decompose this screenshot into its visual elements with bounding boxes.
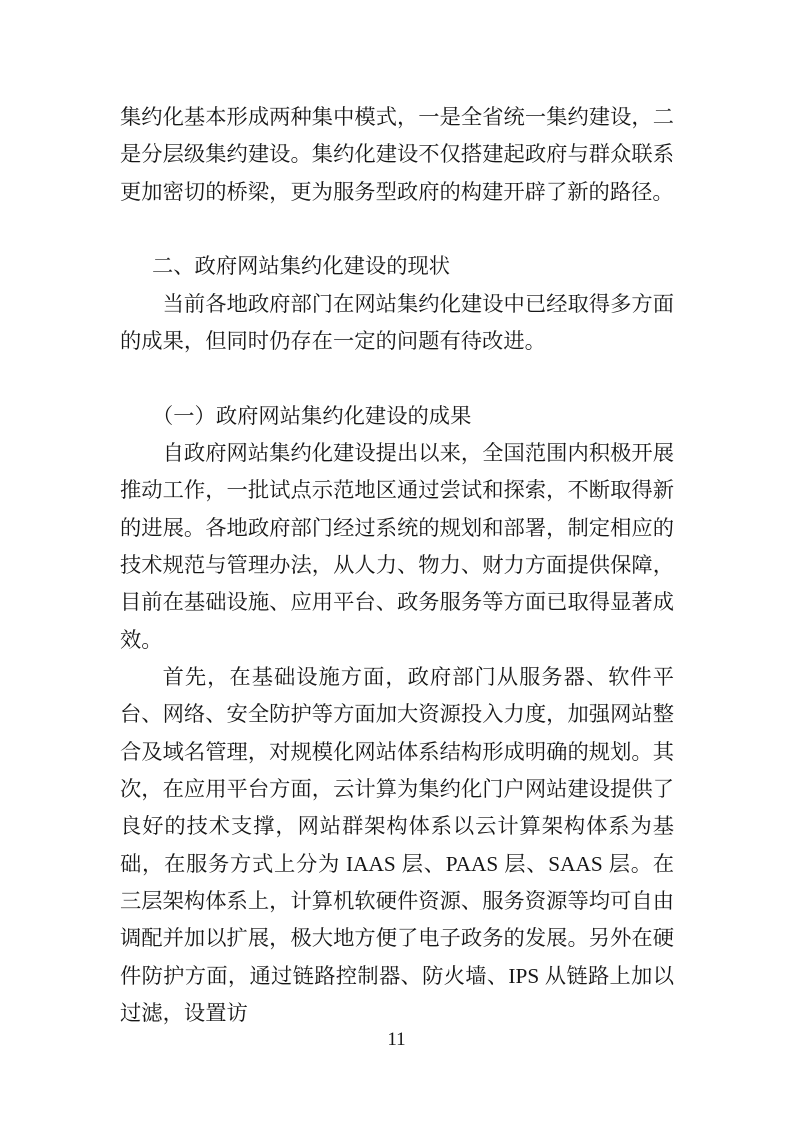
document-body xyxy=(120,99,674,1032)
page-number: 11 xyxy=(387,1029,406,1050)
section-intro-paragraph: 当前各地政府部门在网站集约化建设中已经取得多方面的成果，但同时仍存在一定的问题有待改进。 xyxy=(120,291,674,353)
section-heading: 二、政府网站集约化建设的现状 xyxy=(151,254,451,279)
subsection-heading: （一）政府网站集约化建设的成果 xyxy=(151,403,472,428)
infrastructure-paragraph: 首先，在基础设施方面，政府部门从服务器、软件平台、网络、安全防护等方面加大资源投入力度，加强网站整合及域名管理，对规模化网站体系结构形成明确的规划。其次，在应用平台方面，云计算为集约化门户网站建设提供了良好的技术支撑，网站群架构体系以云计算架构体系为基础，在服务方式上分为 IAAS 层、PAAS 层、SAAS 层。在三层架构体系上，计算机软硬件资源、服务资源等均可自由调配并加以扩展，极大地方便了电子政务的发展。另外在硬件防护方面，通过链路控制器、防火墙、IPS 从链路上加以过滤，设置访 xyxy=(120,664,674,1025)
achievements-paragraph: 自政府网站集约化建设提出以来，全国范围内积极开展推动工作，一批试点示范地区通过尝试和探索，不断取得新的进展。各地政府部门经过系统的规划和部署，制定相应的技术规范与管理办法，从人力、物力、财力方面提供保障，目前在基础设施、应用平台、政务服务等方面已取得显著成效。 xyxy=(120,440,674,652)
paragraph-continuation: 集约化基本形成两种集中模式，一是全省统一集约建设，二是分层级集约建设。集约化建设不仅搭建起政府与群众联系更加密切的桥梁，更为服务型政府的构建开辟了新的路径。 xyxy=(120,105,674,204)
